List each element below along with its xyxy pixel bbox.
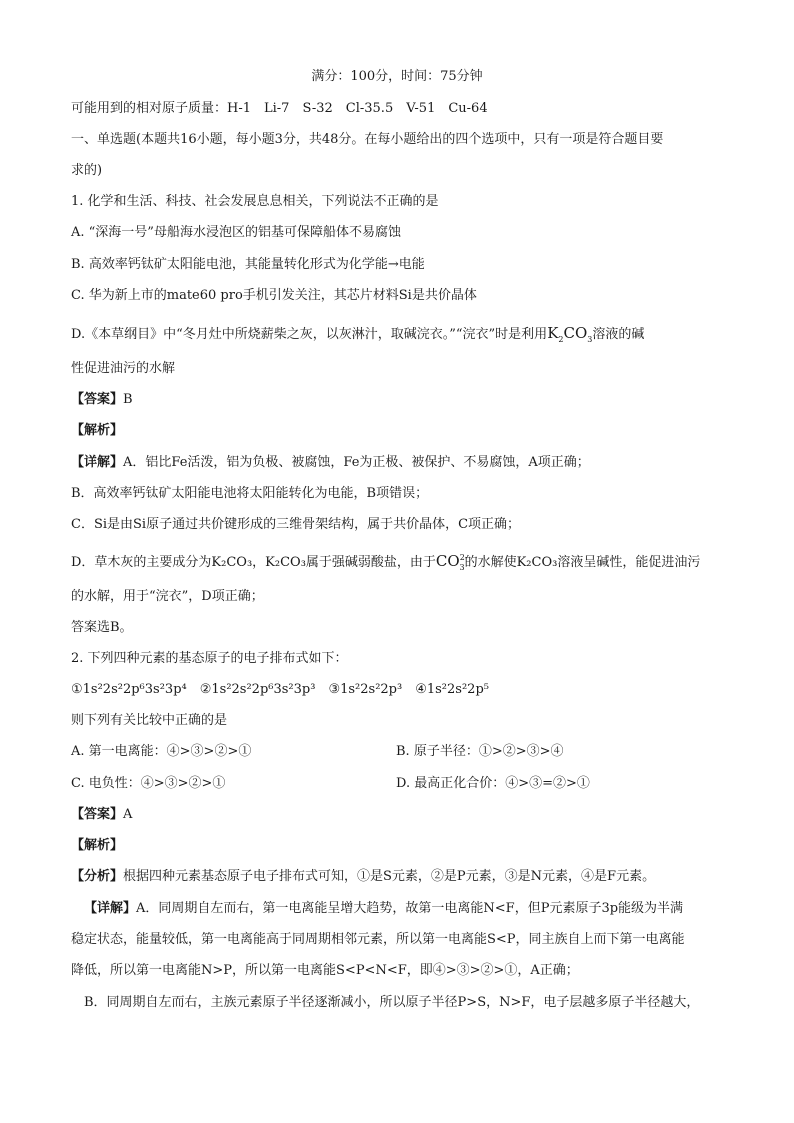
- q2-detail-a-cont1: 稳定状态，能量较低，第一电离能高于同周期相邻元素，所以第一电离能S<P，同主族自上而下第一电离能: [71, 932, 685, 947]
- exam-info: 满分：100分，时间：75分钟: [311, 69, 483, 84]
- answer-label: 【答案】: [71, 807, 124, 822]
- k2co3-formula: $K_2CO_3$: [547, 324, 593, 344]
- answer-label: 【答案】: [71, 392, 124, 407]
- q1-analysis-label: 【解析】: [71, 423, 124, 438]
- q2-option-c: C. 电负性：④>③>②>①: [71, 776, 226, 791]
- q1-detail-a: 【详解】A．铝比Fe活泼，铝为负极、被腐蚀，Fe为正极、被保护、不易腐蚀，A项正确；: [71, 455, 590, 470]
- analysis-label: 【分析】: [71, 869, 124, 884]
- q2-answer: [71, 806, 132, 824]
- q1-option-a: A. “深海一号”母船海水浸泡区的铝基可保障船体不易腐蚀: [71, 225, 401, 240]
- question-2-stem: 2. 下列四种元素的基态原子的电子排布式如下：: [71, 651, 348, 666]
- q1-detail-c: C．Si是由Si原子通过共价键形成的三维骨架结构，属于共价晶体，C项正确；: [71, 517, 521, 532]
- q1-option-b: B. 高效率钙钛矿太阳能电池，其能量转化形式为化学能→电能: [71, 257, 425, 272]
- q1-detail-d: D．草木灰的主要成分为K₂CO₃，K₂CO₃属于强碱弱酸盐，由于$CO^{2-}_3$的水解使K₂CO₃溶液呈碱性，能促进油污: [71, 552, 701, 572]
- q2-analysis-label: 【解析】: [71, 838, 124, 853]
- answer-value: A: [123, 807, 133, 822]
- q1-answer: [71, 391, 133, 409]
- section-title: 一、单选题(本题共16小题，每小题3分，共48分。在每小题给出的四个选项中，只有一项是符合题目要: [71, 132, 664, 147]
- q1-conclusion: 答案选B。: [71, 620, 133, 635]
- q2-analysis: 【分析】根据四种元素基态原子电子排布式可知，①是S元素，②是P元素，③是N元素，④是F元素。: [71, 869, 656, 884]
- carbonate-ion: $CO^{2-}_3$: [435, 552, 468, 572]
- q1-option-d-text: D.《本草纲目》中“冬月灶中所烧薪柴之灰，以灰淋汁，取碱浣衣。”“浣衣”时是利用: [71, 327, 548, 342]
- q2-detail-a-cont2: 降低，所以第一电离能N>P，所以第一电离能S<P<N<F，即④>③>②>①，A正确；: [71, 963, 579, 978]
- q1-detail-d-cont: 的水解，用于“浣衣”，D项正确；: [71, 589, 264, 604]
- q1-option-d-text-end: 溶液的碱: [592, 327, 645, 342]
- question-1-stem: 1. 化学和生活、科技、社会发展息息相关，下列说法不正确的是: [71, 194, 439, 209]
- q1-option-c: C. 华为新上市的mate60 pro手机引发关注，其芯片材料Si是共价晶体: [71, 288, 477, 303]
- q2-detail-b: B．同周期自左而右，主族元素原子半径逐渐减小，所以原子半径P>S，N>F，电子层越多原子半径越大，: [84, 995, 700, 1010]
- section-title-cont: 求的): [71, 163, 103, 178]
- q2-detail-a: 【详解】A．同周期自左而右，第一电离能呈增大趋势，故第一电离能N<F，但P元素原子3p能级为半满: [84, 901, 684, 916]
- q2-option-a: A. 第一电离能：④>③>②>①: [71, 744, 252, 759]
- q2-option-b: B. 原子半径：①>②>③>④: [396, 744, 564, 759]
- q1-option-d-cont: 性促进油污的水解: [71, 361, 176, 376]
- answer-value: B: [123, 392, 133, 407]
- q1-detail-b: B．高效率钙钛矿太阳能电池将太阳能转化为电能，B项错误；: [71, 486, 429, 501]
- q1-option-d: [71, 324, 644, 344]
- atomic-masses: 可能用到的相对原子质量：H-1 Li-7 S-32 Cl-35.5 V-51 Cu-64: [71, 101, 488, 116]
- detail-label: 【详解】: [84, 901, 137, 916]
- q2-prompt: 则下列有关比较中正确的是: [71, 713, 228, 728]
- q2-option-d: D. 最高正化合价：④>③=②>①: [396, 776, 590, 791]
- q2-configurations: ①1s²2s²2p⁶3s²3p⁴ ②1s²2s²2p⁶3s²3p³ ③1s²2s²2p³ ④1s²2s²2p⁵: [71, 682, 489, 697]
- detail-label: 【详解】: [71, 455, 124, 470]
